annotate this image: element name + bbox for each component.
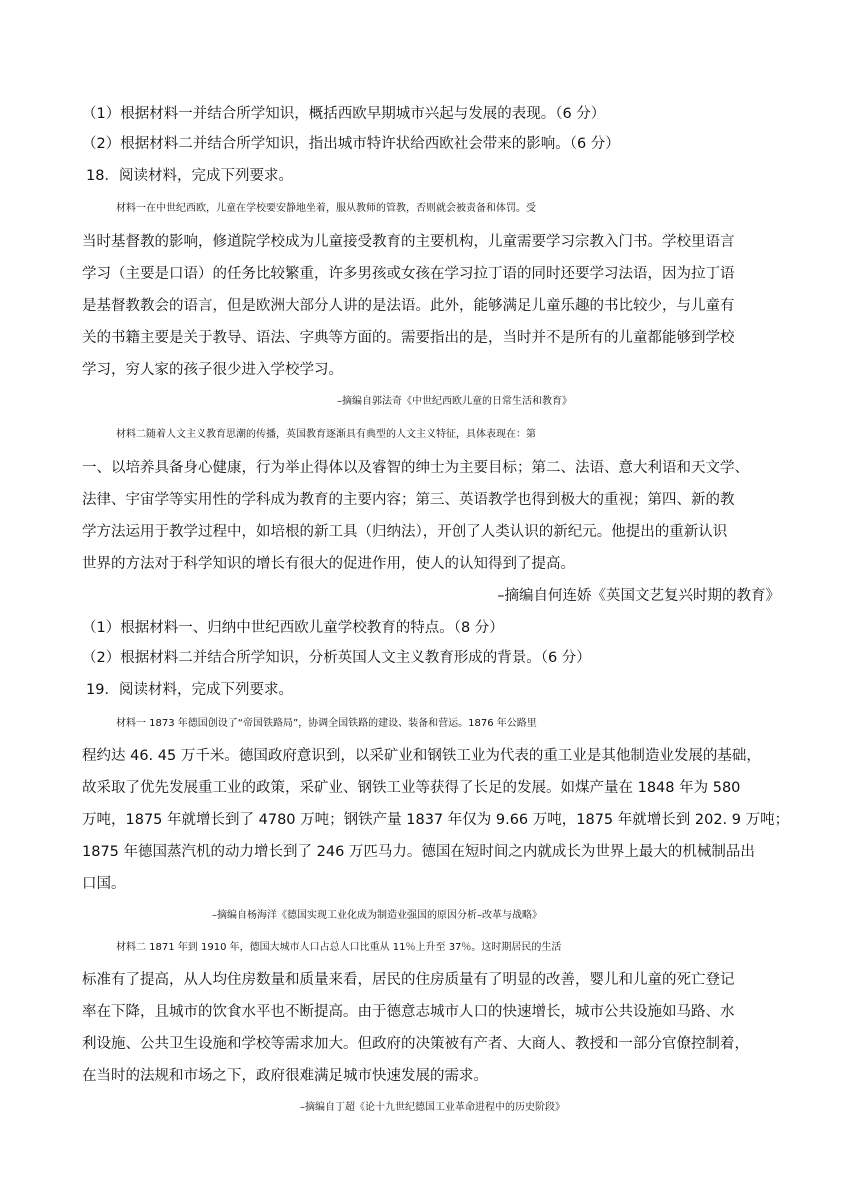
q19-material-2-line: 利设施、公共卫生设施和学校等需求加大。但政府的决策被有产者、大商人、教授和一部分官僚控制着， — [82, 1036, 749, 1052]
q19-material-1-line: 1875 年德国蒸汽机的动力增长到了 246 万匹马力。德国在短时间之内就成长为世界上最大的机械制品出 — [82, 844, 755, 860]
q18-material-2-line: 学方法运用于教学过程中，如培根的新工具（归纳法），开创了人类认识的新纪元。他提出的重新认识 — [82, 524, 728, 540]
q19-material-1-source: –摘编自杨海洋《德国实现工业化成为制造业强国的原因分析–改革与战略》 — [212, 910, 542, 921]
question-19-heading: 19．阅读材料，完成下列要求。 — [86, 682, 293, 698]
q19-material-2-line: 标准有了提高，从人均住房数量和质量来看，居民的住房质量有了明显的改善，婴儿和儿童的死亡登记 — [82, 972, 735, 988]
q18-material-2-line: 一、以培养具备身心健康，行为举止得体以及睿智的绅士为主要目标；第二、法语、意大利语和天文学、 — [82, 460, 749, 476]
q19-material-1-line: 故采取了优先发展重工业的政策，采矿业、钢铁工业等获得了长足的发展。如煤产量在 1848 年为 580 — [82, 780, 741, 796]
q18-material-2-source: –摘编自何连娇《英国文艺复兴时期的教育》 — [497, 588, 780, 604]
q18-material-1-line: 当时基督教的影响，修道院学校成为儿童接受教育的主要机构，儿童需要学习宗教入门书。学校里语言 — [82, 234, 735, 250]
q18-material-1-line: 材料一在中世纪西欧，儿童在学校要安静地坐着，服从教师的管教，否则就会被责备和体罚。受 — [116, 203, 536, 214]
q19-material-2-source: –摘编自丁超《论十九世纪德国工业革命进程中的历史阶段》 — [300, 1102, 565, 1113]
q18-material-1-source: –摘编自郭法奇《中世纪西欧儿童的日常生活和教育》 — [337, 396, 572, 407]
q18-material-1-line: 学习（主要是口语）的任务比较繁重，许多男孩或女孩在学习拉丁语的同时还要学习法语，因为拉丁语 — [82, 266, 735, 282]
question-18-heading: 18．阅读材料，完成下列要求。 — [86, 168, 293, 184]
question-17-2: （2）根据材料二并结合所学知识，指出城市特许状给西欧社会带来的影响。（6 分） — [82, 136, 620, 152]
q19-material-2-line: 在当时的法规和市场之下，政府很难满足城市快速发展的需求。 — [82, 1068, 488, 1084]
q18-material-2-line: 法律、宇宙学等实用性的学科成为教育的主要内容；第三、英语教学也得到极大的重视；第四、新的教 — [82, 492, 735, 508]
q18-material-1-line: 关的书籍主要是关于教导、语法、字典等方面的。需要指出的是，当时并不是所有的儿童都能够到学校 — [82, 330, 735, 346]
q19-material-1-line: 材料一 1873 年德国创设了“帝国铁路局”，协调全国铁路的建设、装备和营运。1876 年公路里 — [116, 718, 537, 729]
question-18-2: （2）根据材料二并结合所学知识，分析英国人文主义教育形成的背景。（6 分） — [82, 650, 591, 666]
q18-material-1-line: 是基督教教会的语言，但是欧洲大部分人讲的是法语。此外，能够满足儿童乐趣的书比较少，与儿童有 — [82, 298, 735, 314]
q19-material-2-line: 材料二 1871 年到 1910 年，德国大城市人口占总人口比重从 11％上升至 37％。这时期居民的生活 — [116, 942, 562, 953]
q18-material-2-line: 世界的方法对于科学知识的增长有很大的促进作用，使人的认知得到了提高。 — [82, 556, 575, 572]
q18-material-1-line: 学习，穷人家的孩子很少进入学校学习。 — [82, 362, 343, 378]
q18-material-2-line: 材料二随着人文主义教育思潮的传播，英国教育逐渐具有典型的人文主义特征，具体表现在：第 — [116, 429, 536, 440]
q19-material-1-line: 万吨，1875 年就增长到了 4780 万吨；钢铁产量 1837 年仅为 9.66 万吨，1875 年就增长到 202. 9 万吨； — [82, 812, 790, 828]
question-18-1: （1）根据材料一、归纳中世纪西欧儿童学校教育的特点。（8 分） — [82, 620, 504, 636]
question-17-1: （1）根据材料一并结合所学知识，概括西欧早期城市兴起与发展的表现。（6 分） — [82, 106, 606, 122]
q19-material-1-line: 程约达 46. 45 万千米。德国政府意识到，以采矿业和钢铁工业为代表的重工业是其他制造业发展的基础， — [82, 748, 761, 764]
q19-material-1-line: 口国。 — [82, 876, 126, 892]
q19-material-2-line: 率在下降，且城市的饮食水平也不断提高。由于德意志城市人口的快速增长，城市公共设施如马路、水 — [82, 1004, 735, 1020]
